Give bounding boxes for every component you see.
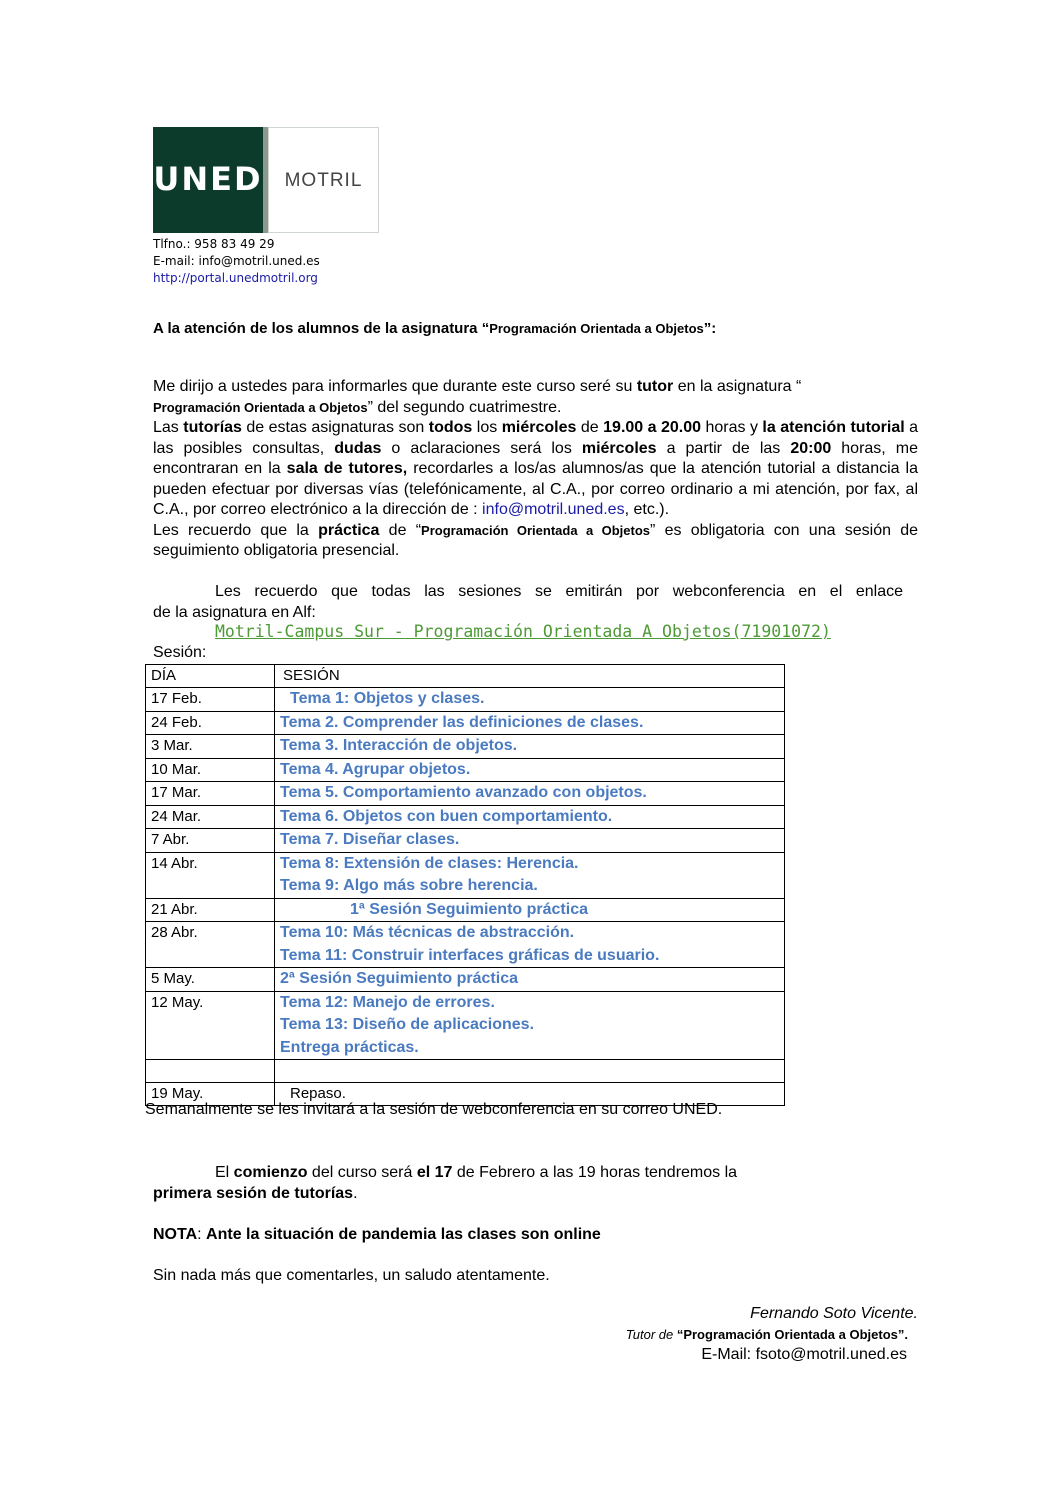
table-row <box>146 735 785 759</box>
session-topic: Tema 11: Construir interfaces gráficas de usuario. <box>280 946 660 964</box>
session-topic <box>280 1060 784 1082</box>
session-topic: Tema 10: Más técnicas de abstracción. <box>280 924 575 941</box>
header-session: SESIÓN <box>275 665 785 688</box>
text-bold: práctica <box>318 521 380 539</box>
text: en la asignatura “ <box>673 378 802 395</box>
text: El <box>215 1164 234 1181</box>
text: recordarles a los/as alumnos/as que la atención tutorial a distancia la pueden efectuar por diversas vías (telefónicamente, al C.A., por correo ordinario a mi atención, por fax, al C.A., por correo electrónico a la dirección de : <box>153 460 919 518</box>
webconference-line-2: de la asignatura en Alf: <box>153 603 316 621</box>
table-footnote: Semanalmente se les invitará a la sesión de webconferencia en su correo UNED. <box>145 1101 723 1118</box>
session-topic: Tema 2. Comprender las definiciones de clases. <box>280 713 644 731</box>
row-session <box>275 782 785 806</box>
text: ” es obligatoria con una sesión de seguimiento obligatoria presencial. <box>153 521 919 559</box>
text: a las posibles consultas, <box>153 419 919 457</box>
signature-name: Fernando Soto Vicente. <box>750 1305 918 1322</box>
text-bold: miércoles <box>581 439 657 457</box>
signature-role <box>626 1327 908 1342</box>
signature-email: E-Mail: fsoto@motril.uned.es <box>701 1346 907 1363</box>
text: . <box>353 1184 358 1202</box>
text: del curso será <box>307 1164 417 1181</box>
row-day: 19 May. <box>146 1083 275 1106</box>
text-bold: todos <box>428 419 473 436</box>
session-topic: Repaso. <box>290 1085 346 1102</box>
session-topic: Tema 12: Manejo de errores. <box>280 993 495 1011</box>
text-bold: dudas <box>334 439 382 457</box>
row-session <box>275 711 785 735</box>
row-session <box>275 1060 785 1083</box>
text: Las <box>153 419 184 436</box>
text-bold: 19.00 a 20.00 <box>603 419 702 436</box>
session-topic: Tema 6. Objetos con buen comportamiento. <box>280 807 613 825</box>
row-day: 17 Feb. <box>146 688 275 712</box>
text: de “ <box>379 521 422 539</box>
heading-suffix: ”: <box>703 320 717 337</box>
session-topic: 2ª Sesión Seguimiento práctica <box>280 970 518 987</box>
farewell-text: Sin nada más que comentarles, un saludo atentamente. <box>153 1267 550 1284</box>
row-session <box>275 922 785 968</box>
row-day: 12 May. <box>146 991 275 1060</box>
row-day <box>146 1060 275 1083</box>
note-paragraph <box>153 1225 918 1246</box>
row-day: 5 May. <box>146 968 275 992</box>
webconference-paragraph <box>153 582 903 623</box>
row-session <box>275 829 785 853</box>
session-topic: 1ª Sesión Seguimiento práctica <box>350 900 588 918</box>
table-row <box>146 852 785 898</box>
row-session <box>275 852 785 898</box>
portal-link[interactable]: http://portal.unedmotril.org <box>153 271 318 285</box>
row-day: 17 Mar. <box>146 782 275 806</box>
uned-logo: UNED <box>153 160 263 198</box>
table-row <box>146 1060 785 1083</box>
text: Tutor de <box>625 1327 677 1342</box>
course-link[interactable]: Motril-Campus Sur - Programación Orientada A Objetos(71901072) <box>215 622 831 641</box>
heading-prefix: A la atención de los alumnos de la asignatura “ <box>153 320 490 337</box>
row-session <box>275 688 785 712</box>
text: de estas asignaturas son <box>241 419 429 436</box>
phone-text: Tlfno.: 958 83 49 29 <box>153 237 275 251</box>
note-text: Ante la situación de pandemia las clases son online <box>206 1226 601 1243</box>
row-day: 14 Abr. <box>146 852 275 898</box>
text-bold: sala de tutores, <box>286 460 408 477</box>
table-row <box>146 968 785 992</box>
table-row <box>146 898 785 922</box>
session-label: Sesión: <box>153 644 207 661</box>
text: o aclaraciones será los <box>381 439 582 457</box>
session-topic: Tema 5. Comportamiento avanzado con objetos. <box>280 784 647 801</box>
text-bold: el 17 <box>416 1164 453 1181</box>
session-topic: Tema 4. Agrupar objetos. <box>280 760 471 778</box>
start-paragraph <box>153 1163 853 1204</box>
text: , etc.). <box>624 501 670 518</box>
letter-heading <box>153 318 773 339</box>
text: Les recuerdo que la <box>153 521 319 539</box>
row-day: 24 Feb. <box>146 711 275 735</box>
session-topic: Tema 1: Objetos y clases. <box>290 690 485 707</box>
header-day: DÍA <box>146 665 275 688</box>
text-bold: primera sesión de tutorías <box>153 1184 354 1202</box>
text: de <box>576 419 604 436</box>
row-day: 10 Mar. <box>146 758 275 782</box>
table-row <box>146 758 785 782</box>
text: los <box>472 419 502 436</box>
text-bold: “Programación Orientada a Objetos”. <box>676 1327 908 1342</box>
course-name: Programación Orientada a Objetos <box>153 399 368 415</box>
motril-logo-text: MOTRIL <box>284 170 363 191</box>
table-row <box>146 805 785 829</box>
row-session <box>275 898 785 922</box>
text: a partir de las <box>656 439 791 457</box>
email-link[interactable]: info@motril.uned.es <box>482 501 625 518</box>
course-name: Programación Orientada a Objetos <box>421 522 650 538</box>
text-bold: tutor <box>636 378 674 395</box>
text: ” del segundo cuatrimestre. <box>367 398 562 416</box>
webconference-line-1: Les recuerdo que todas las sesiones se emitirán por webconferencia en el enlace <box>215 583 903 600</box>
text: : <box>197 1226 207 1243</box>
session-topic: Entrega prácticas. <box>280 1038 419 1056</box>
table-row <box>146 688 785 712</box>
text-bold: tutorías <box>183 419 242 436</box>
text-bold: 20:00 <box>790 439 832 457</box>
row-day: 3 Mar. <box>146 735 275 759</box>
session-topic: Tema 8: Extensión de clases: Herencia. <box>280 854 579 872</box>
schedule-table <box>145 664 785 1106</box>
text: de Febrero a las 19 horas tendremos la <box>452 1164 738 1181</box>
table-row <box>146 829 785 853</box>
row-session <box>275 991 785 1060</box>
email-text: E-mail: info@motril.uned.es <box>153 254 320 268</box>
heading-course: Programación Orientada a Objetos <box>489 321 704 336</box>
table-row <box>146 991 785 1060</box>
intro-paragraph <box>153 377 918 562</box>
table-header-row <box>146 665 785 688</box>
table-row <box>146 922 785 968</box>
row-day: 7 Abr. <box>146 829 275 853</box>
text-bold: la atención tutorial <box>762 419 905 436</box>
row-session <box>275 968 785 992</box>
table-row <box>146 711 785 735</box>
text-bold: comienzo <box>233 1164 308 1181</box>
session-topic: Tema 9: Algo más sobre herencia. <box>280 877 538 894</box>
row-day: 24 Mar. <box>146 805 275 829</box>
row-session <box>275 735 785 759</box>
row-day: 21 Abr. <box>146 898 275 922</box>
note-label: NOTA <box>153 1226 198 1243</box>
text-bold: miércoles <box>501 419 577 436</box>
text: horas, me encontraran en la <box>153 439 919 477</box>
row-day: 28 Abr. <box>146 922 275 968</box>
row-session <box>275 805 785 829</box>
session-topic: Tema 13: Diseño de aplicaciones. <box>280 1016 535 1033</box>
session-topic: Tema 7. Diseñar clases. <box>280 831 460 848</box>
table-row <box>146 782 785 806</box>
session-topic: Tema 3. Interacción de objetos. <box>280 737 518 754</box>
row-session <box>275 758 785 782</box>
text: horas y <box>701 419 763 436</box>
text: Me dirijo a ustedes para informarles que durante este curso seré su <box>153 378 637 395</box>
